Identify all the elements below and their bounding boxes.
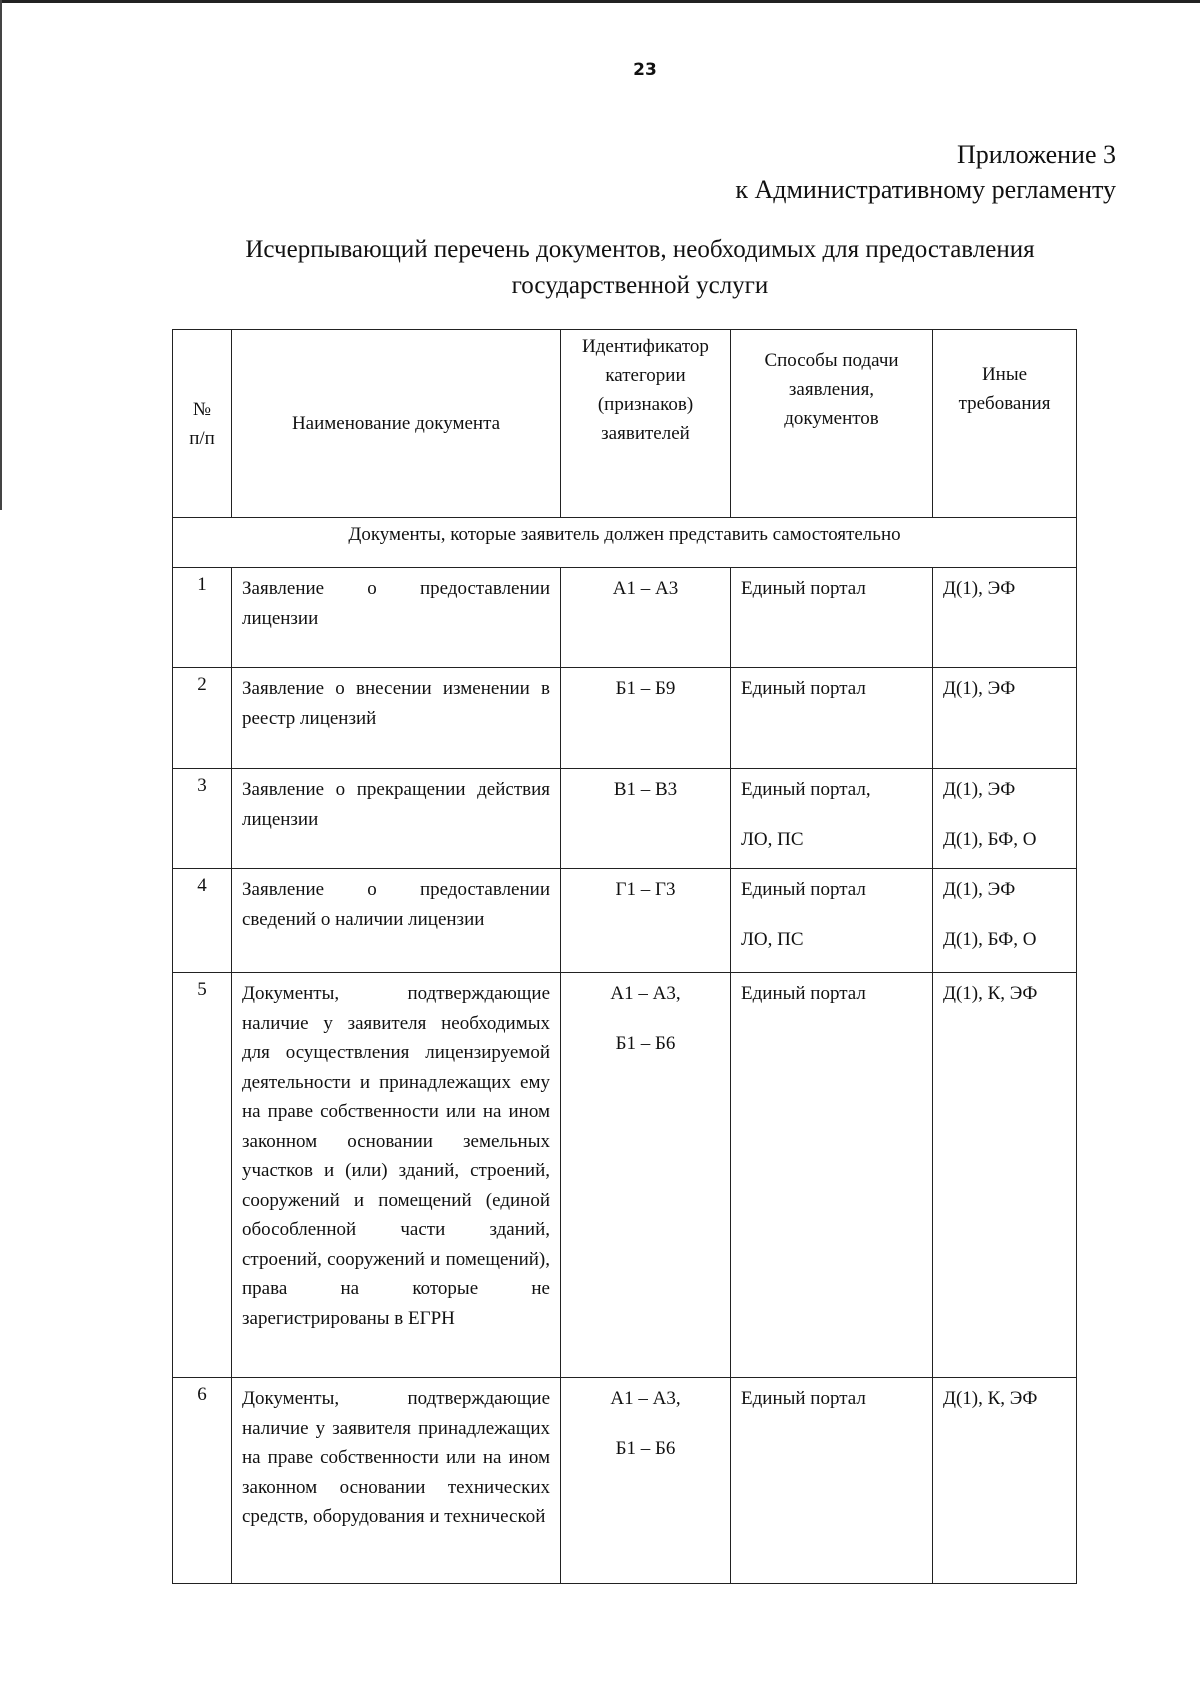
row-submission-method: Единый портал — [731, 973, 933, 1378]
row-submission-method: Единый портал, ЛО, ПС — [731, 769, 933, 869]
row-number: 3 — [173, 769, 232, 869]
row-applicant-id: А1 – А3, Б1 – Б6 — [561, 973, 731, 1378]
row-other-requirements: Д(1), К, ЭФ — [933, 1378, 1077, 1584]
row-document-name: Документы, подтверждающие наличие у заявителя необходимых для осуществления лицензируемой деятельности и принадлежащих ему на праве собственности или на ином законном основании земельных участков и (или) зданий, строений, сооружений и помещений (единой обособленной части зданий, строений, сооружений и помещений), права на которые не зарегистрированы в ЕГРН — [232, 973, 561, 1378]
row-number: 4 — [173, 869, 232, 973]
row-number: 5 — [173, 973, 232, 1378]
row-other-requirements: Д(1), ЭФ — [933, 668, 1077, 769]
table-row — [173, 973, 1077, 1378]
appendix-header — [735, 137, 1116, 207]
page-number: 23 — [633, 60, 657, 80]
document-title-line-1: Исчерпывающий перечень документов, необходимых для предоставления — [245, 236, 1035, 263]
row-document-name: Документы, подтверждающие наличие у заявителя принадлежащих на праве собственности или на ином законном основании технических средств, оборудования и технической — [232, 1378, 561, 1584]
row-document-name: Заявление о предоставлении лицензии — [232, 568, 561, 668]
row-submission-method: Единый портал — [731, 568, 933, 668]
row-other-requirements: Д(1), К, ЭФ — [933, 973, 1077, 1378]
row-applicant-id: Г1 – Г3 — [561, 869, 731, 973]
row-other-requirements: Д(1), ЭФ Д(1), БФ, О — [933, 769, 1077, 869]
row-submission-method: Единый портал — [731, 668, 933, 769]
row-applicant-id: Б1 – Б9 — [561, 668, 731, 769]
documents-table — [172, 329, 1077, 1584]
document-title-line-2: государственной услуги — [511, 272, 769, 299]
table-row — [173, 1378, 1077, 1584]
header-other-requirements: Иные требования — [933, 330, 1077, 518]
table-row — [173, 568, 1077, 668]
row-document-name: Заявление о предоставлении сведений о наличии лицензии — [232, 869, 561, 973]
row-document-name: Заявление о внесении изменении в реестр лицензий — [232, 668, 561, 769]
appendix-line-2: к Административному регламенту — [735, 175, 1116, 204]
table-row — [173, 869, 1077, 973]
appendix-line-1: Приложение 3 — [956, 140, 1116, 169]
row-applicant-id: В1 – В3 — [561, 769, 731, 869]
table-header-row — [173, 330, 1077, 518]
row-other-requirements: Д(1), ЭФ — [933, 568, 1077, 668]
row-applicant-id: А1 – А3 — [561, 568, 731, 668]
header-document-name: Наименование документа — [232, 330, 561, 518]
section-row — [173, 518, 1077, 568]
row-number: 1 — [173, 568, 232, 668]
header-submission-methods: Способы подачи заявления, документов — [731, 330, 933, 518]
table-row — [173, 769, 1077, 869]
header-number: № п/п — [173, 330, 232, 518]
row-applicant-id: А1 – А3, Б1 – Б6 — [561, 1378, 731, 1584]
section-title: Документы, которые заявитель должен представить самостоятельно — [173, 518, 1077, 568]
scan-top-edge — [0, 0, 1200, 3]
table-row — [173, 668, 1077, 769]
row-document-name: Заявление о прекращении действия лицензии — [232, 769, 561, 869]
document-title — [168, 232, 1112, 304]
row-number: 2 — [173, 668, 232, 769]
header-applicant-id: Идентификатор категории (признаков) заявителей — [561, 330, 731, 518]
row-submission-method: Единый портал — [731, 1378, 933, 1584]
row-other-requirements: Д(1), ЭФ Д(1), БФ, О — [933, 869, 1077, 973]
row-number: 6 — [173, 1378, 232, 1584]
row-submission-method: Единый портал ЛО, ПС — [731, 869, 933, 973]
